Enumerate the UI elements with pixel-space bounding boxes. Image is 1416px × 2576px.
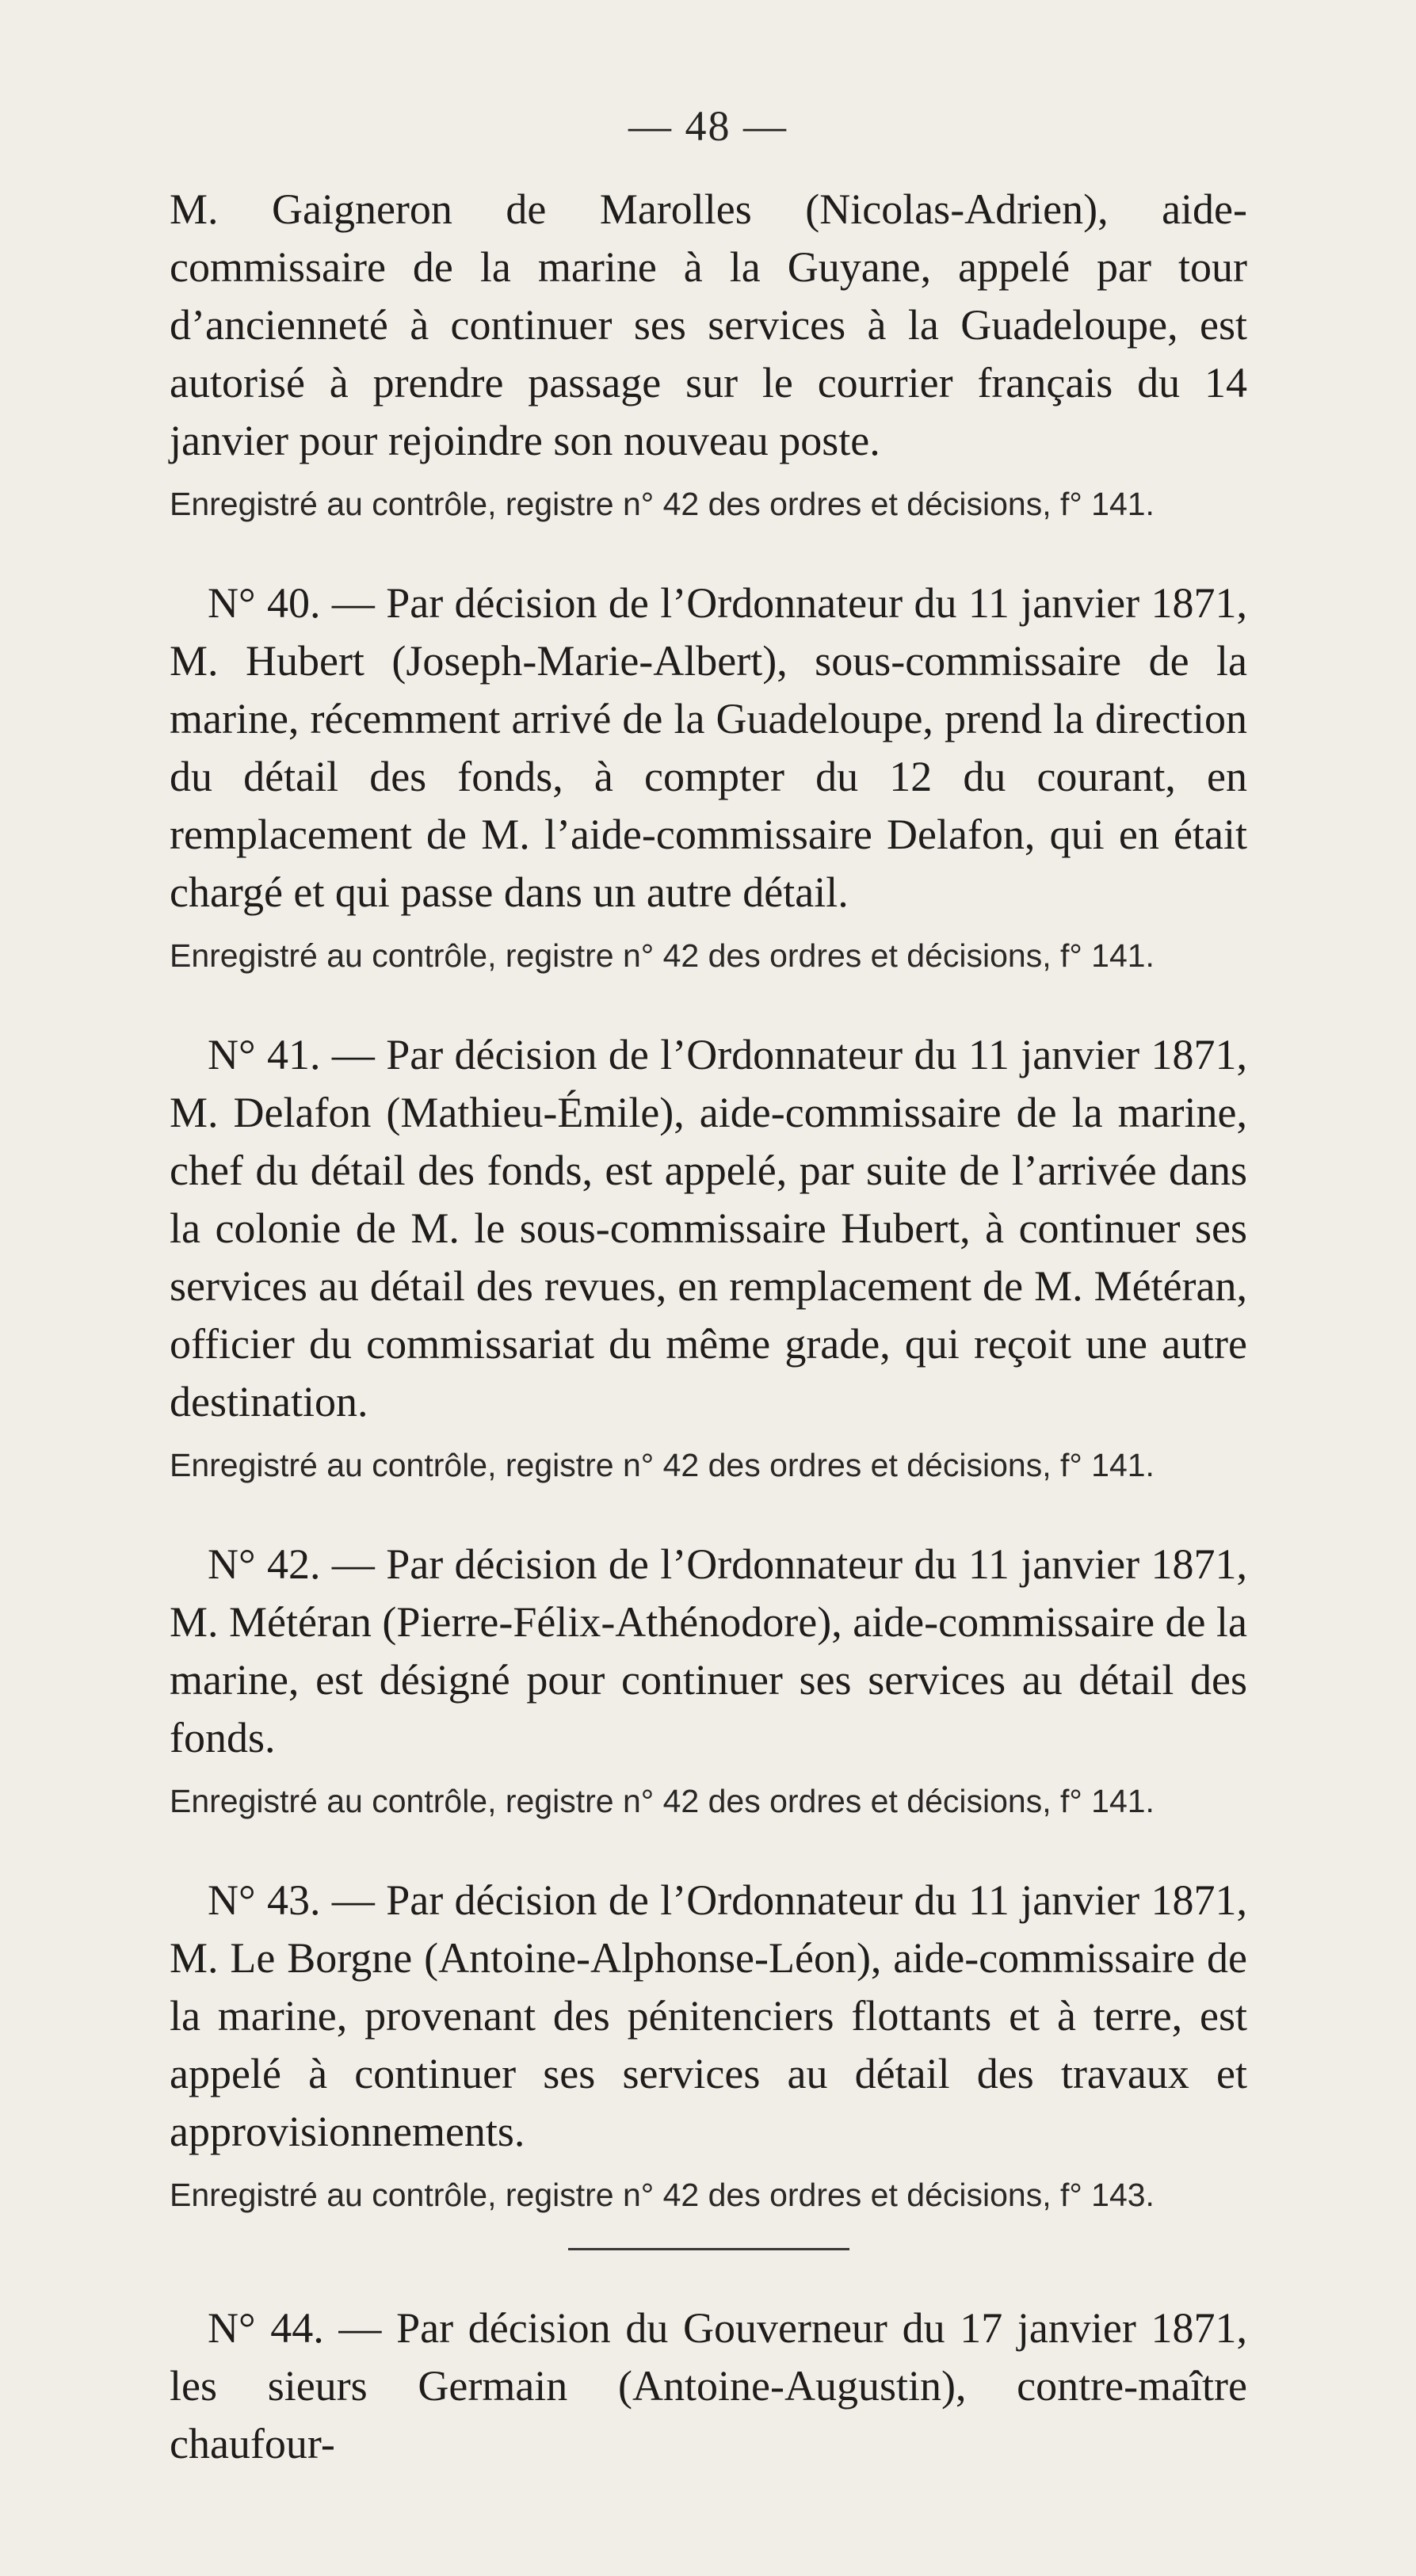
spacer bbox=[170, 1824, 1247, 1872]
registration-note: Enregistré au contrôle, registre n° 42 des ordres et décisions, f° 141. bbox=[170, 937, 1155, 974]
entry-40 bbox=[170, 574, 1247, 979]
entry-43 bbox=[170, 1872, 1247, 2218]
registration-note: Enregistré au contrôle, registre n° 42 des ordres et décisions, f° 141. bbox=[170, 486, 1155, 522]
registration-note: Enregistré au contrôle, registre n° 42 des ordres et décisions, f° 141. bbox=[170, 1783, 1155, 1819]
page-body bbox=[170, 181, 1247, 2473]
entry-text: N° 44. — Par décision du Gouverneur du 17 janvier 1871, les sieurs Germain (Antoine-Augustin), contre-maître chaufour- bbox=[170, 2304, 1247, 2467]
entry-text: N° 42. — Par décision de l’Ordonnateur du 11 janvier 1871, M. Météran (Pierre-Félix-Athénodore), aide-commissaire de la marine, est désigné pour continuer ses services au détail des fonds. bbox=[170, 1540, 1247, 1761]
entry-42 bbox=[170, 1536, 1247, 1824]
spacer bbox=[170, 527, 1247, 574]
spacer bbox=[170, 979, 1247, 1026]
page-number: — 48 — bbox=[628, 102, 788, 150]
entry-text: N° 43. — Par décision de l’Ordonnateur du 11 janvier 1871, M. Le Borgne (Antoine-Alphonse-Léon), aide-commissaire de la marine, provenant des pénitenciers flottants et à terre, est appelé à continuer ses services au détail des travaux et approvisionnements. bbox=[170, 1876, 1247, 2155]
entry-text: M. Gaigneron de Marolles (Nicolas-Adrien), aide-commissaire de la marine à la Guyane, appelé par tour d’ancienneté à continuer ses services à la Guadeloupe, est autorisé à prendre passage sur le courrier français du 14 janvier pour rejoindre son nouveau poste. bbox=[170, 185, 1247, 464]
entry-44 bbox=[170, 2299, 1247, 2473]
registration-note: Enregistré au contrôle, registre n° 42 des ordres et décisions, f° 143. bbox=[170, 2177, 1155, 2213]
entry-text: N° 41. — Par décision de l’Ordonnateur du 11 janvier 1871, M. Delafon (Mathieu-Émile), aide-commissaire de la marine, chef du détail des fonds, est appelé, par suite de l’arrivée dans la colonie de M. le sous-commissaire Hubert, à continuer ses services au détail des revues, en remplacement de M. Météran, officier du commissariat du même grade, qui reçoit une autre destination. bbox=[170, 1031, 1247, 1425]
entry-41 bbox=[170, 1026, 1247, 1488]
registration-note: Enregistré au contrôle, registre n° 42 des ordres et décisions, f° 141. bbox=[170, 1447, 1155, 1483]
spacer bbox=[170, 1488, 1247, 1536]
entry-text: N° 40. — Par décision de l’Ordonnateur du 11 janvier 1871, M. Hubert (Joseph-Marie-Albert), sous-commissaire de la marine, récemment arrivé de la Guadeloupe, prend la direction du détail des fonds, à compter du 12 du courant, en remplacement de M. l’aide-commissaire Delafon, qui en était chargé et qui passe dans un autre détail. bbox=[170, 579, 1247, 916]
section-divider bbox=[568, 2248, 849, 2250]
entry-gaigneron bbox=[170, 181, 1247, 527]
